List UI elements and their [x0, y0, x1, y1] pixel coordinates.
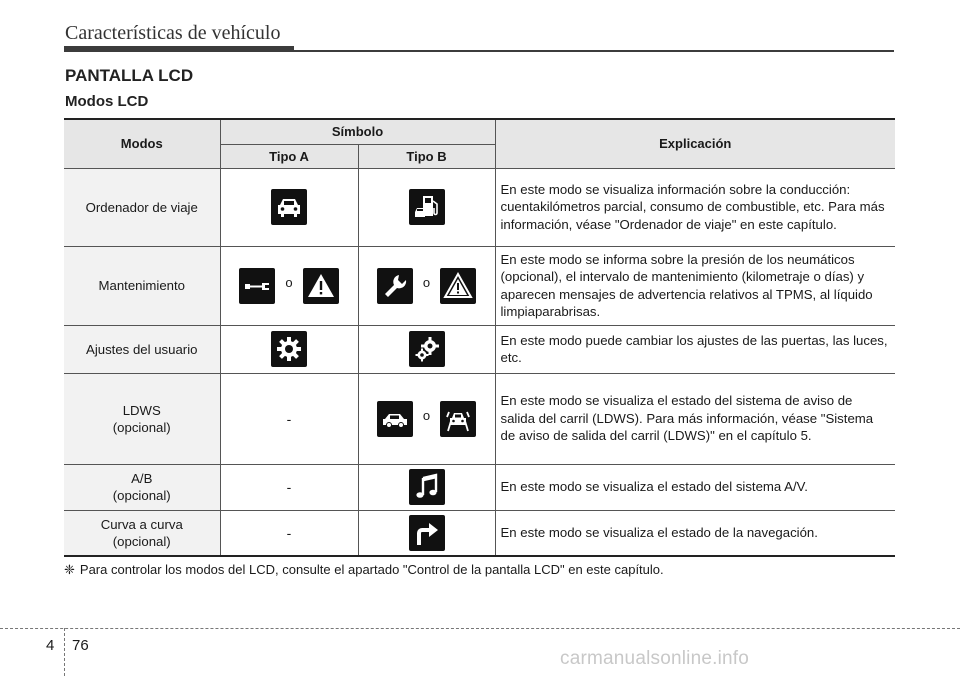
col-header-tipo-b: Tipo B — [358, 144, 495, 168]
music-note-icon — [409, 469, 445, 505]
symbol-type-b — [358, 464, 495, 510]
fuel-station-icon — [409, 189, 445, 225]
mode-cell — [64, 373, 220, 464]
no-symbol-dash: - — [286, 524, 292, 541]
no-symbol-dash: - — [286, 410, 292, 427]
explanation-cell: En este modo puede cambiar los ajustes de las puertas, las luces, etc. — [495, 325, 895, 373]
warning-triangle-icon — [303, 268, 339, 304]
mode-label: LDWS — [122, 402, 161, 418]
car-icon — [271, 189, 307, 225]
table-row — [64, 325, 895, 373]
page-number: 76 — [72, 637, 89, 654]
no-symbol-dash: - — [286, 479, 292, 495]
mode-cell: Ordenador de viaje — [64, 168, 220, 246]
footer-rule — [0, 628, 960, 629]
col-header-simbolo: Símbolo — [220, 119, 495, 144]
explanation-cell: En este modo se visualiza información sobre la conducción: cuentakilómetros parcial, consumo de combustible, etc. Para más información, véase "Ordenador de viaje" en este capítulo. — [495, 168, 895, 246]
gear-icon — [271, 331, 307, 367]
table-row — [64, 168, 895, 246]
symbol-type-b — [358, 373, 495, 464]
mode-label: A/B — [131, 471, 153, 486]
lane-car-icon — [440, 401, 476, 437]
mode-optional-label: (opcional) — [112, 533, 171, 549]
turn-right-icon — [409, 515, 445, 551]
mode-cell: Mantenimiento — [64, 246, 220, 325]
page-header-title: Características de vehículo — [65, 22, 281, 44]
symbol-type-a — [220, 464, 358, 510]
table-row — [64, 510, 895, 556]
section-title: PANTALLA LCD — [65, 66, 194, 85]
footnote — [64, 562, 664, 578]
subsection-title: Modos LCD — [65, 93, 149, 110]
mode-optional-label: (opcional) — [112, 488, 171, 503]
symbol-type-a — [220, 246, 358, 325]
table-row — [64, 246, 895, 325]
mode-cell — [64, 464, 220, 510]
symbol-type-a — [220, 510, 358, 556]
header-rule — [64, 50, 894, 52]
footer-divider — [64, 628, 65, 676]
explanation-cell: En este modo se visualiza el estado de la navegación. — [495, 510, 895, 556]
symbol-type-b — [358, 168, 495, 246]
wrench-icon — [239, 268, 275, 304]
warning-triangle-icon — [440, 268, 476, 304]
lcd-modes-table — [64, 118, 895, 557]
table-row — [64, 464, 895, 510]
col-header-tipo-a: Tipo A — [220, 144, 358, 168]
symbol-type-b — [358, 510, 495, 556]
explanation-cell: En este modo se informa sobre la presión de los neumáticos (opcional), el intervalo de mantenimiento (kilometraje o días) y aparecen mensajes de advertencia relativos al TPMS, al líquido limpiaparabrisas. — [495, 246, 895, 325]
note-symbol: ❈ — [64, 562, 75, 577]
symbol-type-b — [358, 246, 495, 325]
wrench-icon — [377, 268, 413, 304]
mode-cell — [64, 510, 220, 556]
or-separator: o — [285, 275, 293, 290]
symbol-type-a — [220, 373, 358, 464]
or-separator: o — [422, 275, 431, 290]
note-text: Para controlar los modos del LCD, consulte el apartado "Control de la pantalla LCD" en este capítulo. — [79, 562, 664, 577]
lane-car-icon — [377, 401, 413, 437]
table-row — [64, 373, 895, 464]
symbol-type-a — [220, 168, 358, 246]
chapter-number: 4 — [46, 637, 55, 654]
or-separator: o — [422, 408, 431, 423]
watermark: carmanualsonline.info — [560, 648, 750, 669]
mode-cell: Ajustes del usuario — [64, 325, 220, 373]
explanation-cell: En este modo se visualiza el estado del sistema A/V. — [495, 464, 895, 510]
mode-optional-label: (opcional) — [112, 419, 171, 435]
mode-label: Curva a curva — [100, 516, 183, 532]
gear-icon — [409, 331, 445, 367]
symbol-type-a — [220, 325, 358, 373]
symbol-type-b — [358, 325, 495, 373]
col-header-modos: Modos — [64, 119, 220, 168]
explanation-cell: En este modo se visualiza el estado del sistema de aviso de salida del carril (LDWS). Para más información, véase "Sistema de aviso de salida del carril (LDWS)" en el capítulo 5. — [495, 373, 895, 464]
col-header-explicacion: Explicación — [495, 119, 895, 168]
